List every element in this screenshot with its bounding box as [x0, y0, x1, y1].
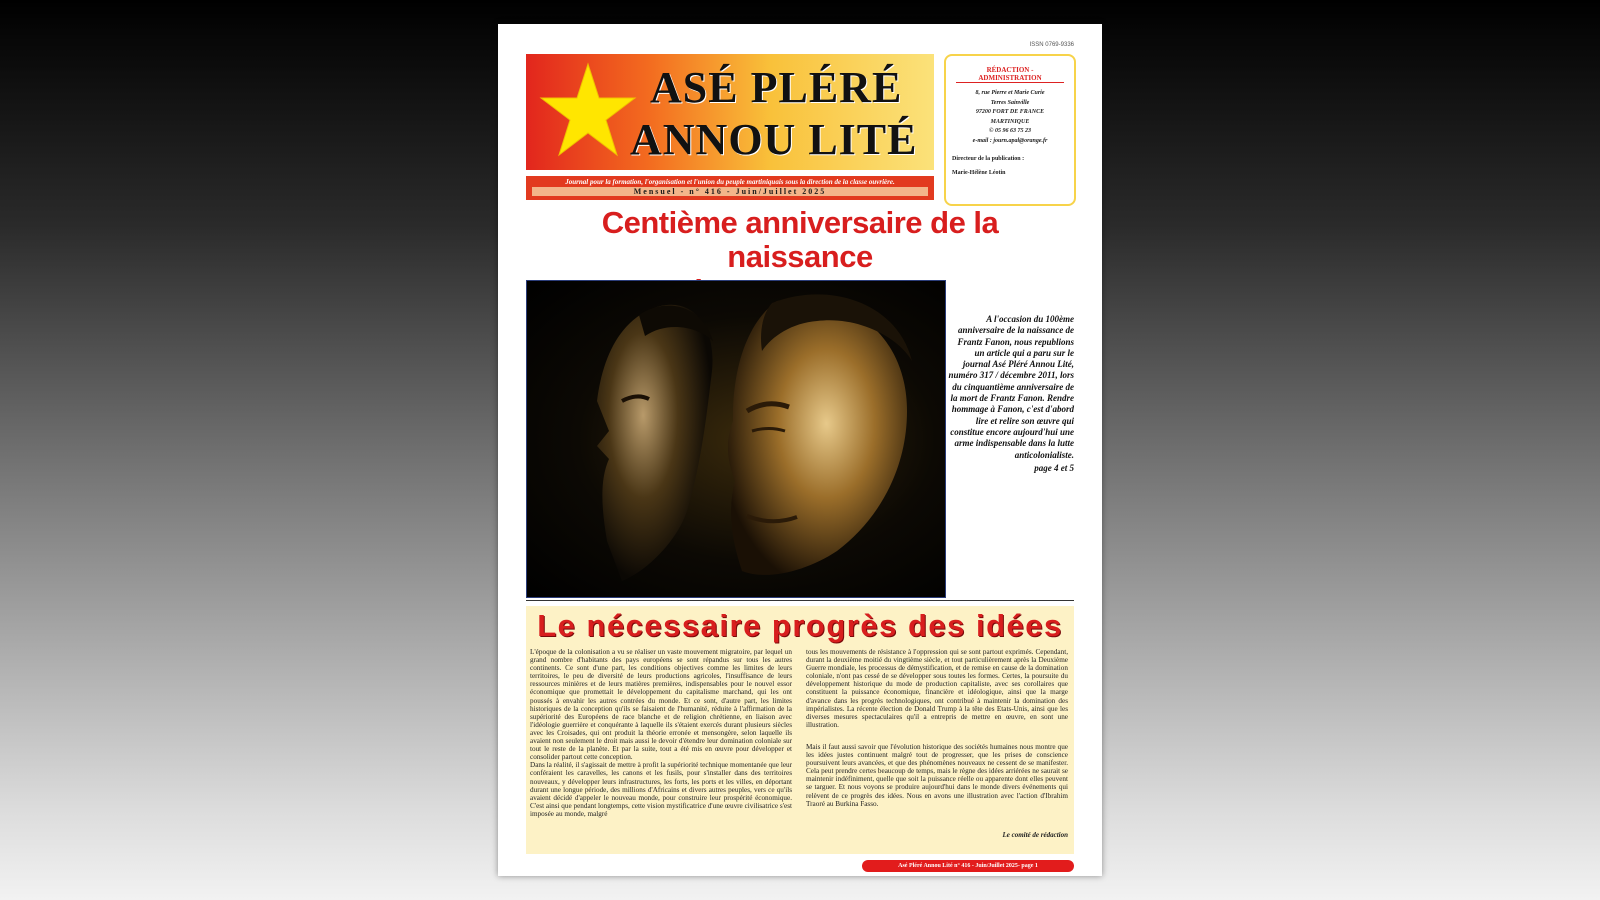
redaction-address [946, 89, 1074, 146]
page-footer: Asé Pléré Annou Lité n° 416 - Juin/Juillet 2025- page 1 [862, 860, 1074, 872]
address-line: MARTINIQUE [990, 118, 1030, 125]
masthead-subtitle-bar [526, 176, 934, 200]
masthead-tagline: Journal pour la formation, l'organisation et l'union du peuple martiniquais sous la direction de la classe ouvrière. [565, 178, 895, 186]
address-line: 8, rue Pierre et Marie Curie [975, 90, 1045, 96]
portrait-illustration [527, 281, 945, 597]
article-title: Le nécessaire progrès des idées [537, 608, 1063, 643]
phone-line: © 05 96 63 75 23 [989, 128, 1031, 134]
article-paragraph: Dans la réalité, il s'agissait de mettre à profit la supériorité technique momentanée que leur conféraient les caravelles, les canons et les fusils, pour s'installer dans des territoires nouveaux, y développer leurs infrastructures, les forts, les ports et les villes, en déportant durant une longue période, des millions d'Africains et divers autres peuples, vers ce qu'ils avaient décidé d'appeler le nouveau monde, pour construire leur prospérité économique. C'est ainsi que pendant longtemps, cette vision mystificatrice d'une œuvre civilisatrice s'est imposée au monde, malgré [530, 761, 792, 818]
star-icon [538, 60, 638, 160]
article-paragraph: L'époque de la colonisation a vu se réaliser un vaste mouvement migratoire, par lequel un grand nombre d'habitants des pays européens se sont répandus sur tous les autres continents. Ce sont d'une part, les conditions objectives comme les limites de leurs territoires, le peu de diversité de leurs productions agricoles, l'insuffisance de leurs ressources minières et de leurs matières premières, indispensables pour le nouvel essor économique que promettait le développement du capitalisme marchand, qui les ont poussés à envahir les autres contrées du monde. Et ce sont, d'autre part, les limites historiques de la conception qu'ils se faisaient de l'humanité, réduite à l'affirmation de la supériorité des Européens de race blanche et de religion chrétienne, en liaison avec l'idéologie guerrière et conquérante à laquelle ils s'étaient exercés durant plusieurs siècles avec les Croisades, qui ont produit la théorie erronée et mensongère, selon laquelle ils avaient non seulement le droit mais aussi le devoir d'étendre leur domination coloniale sur tout le reste de la planète. Et par la suite, tout a été mis en œuvre pour développer et consolider partout cette conception. [530, 648, 792, 762]
newspaper-front-page [498, 24, 1102, 876]
caption-text: A l'occasion du 100ème anniversaire de la naissance de Frantz Fanon, nous republions un article qui a paru sur le journal Asé Pléré Annou Lité, numéro 317 / décembre 2011, lors du cinquantième anniversaire de la mort de Frantz Fanon. Rendre hommage à Fanon, c'est d'abord lire et relire son œuvre qui constitue encore aujourd'hui une arme indispensable dans la lutte anticolonialiste. [948, 314, 1074, 460]
photo-caption [946, 314, 1074, 474]
article-signature: Le comité de rédaction [1002, 831, 1068, 839]
director-name: Marie-Hélène Léotin [952, 170, 1006, 176]
article-column-2 [806, 648, 1068, 808]
article-paragraph: Mais il faut aussi savoir que l'évolution historique des sociétés humaines nous montre que les idées justes continuent malgré tout de progresser, que les prises de conscience poursuivent leurs avancées, et que des phénomènes nouveaux ne cessent de se manifester. Cela peut prendre certes beaucoup de temps, mais le règne des idées arriérées ne saurait se maintenir indéfiniment, quelle que soit la puissance réelle ou apparente dont elles peuvent se targuer. Et nous voyons se produire aujourd'hui dans le monde divers événements qui relèvent de ce progrès des idées. Nous en avons une illustration avec l'action d'Ibrahim Traoré au Burkina Fasso. [806, 742, 1068, 808]
section-divider [526, 600, 1074, 601]
issn: ISSN 0769-9336 [1029, 42, 1074, 48]
redaction-box [944, 54, 1076, 206]
director-label: Directeur de la publication : [952, 156, 1025, 162]
issue-info: Mensuel - n° 416 - Juin/Juillet 2025 [532, 187, 928, 196]
masthead-title-line1: ASÉ PLÉRÉ [650, 63, 903, 112]
article-paragraph: tous les mouvements de résistance à l'oppression qui se sont partout exprimés. Cependant, durant la deuxième moitié du vingtième siècle, et tout particulièrement après la Deuxième Guerre mondiale, les processus de démystification, et de remise en cause de la domination coloniale, n'ont pas cessé de se développer sous toutes les formes. Certes, la poursuite du développement historique du mode de production capitaliste, avec ses corollaires que constituent la puissance économique, financière et idéologique, ainsi que la marge d'avance dans les progrès technologiques, ont contribué à maintenir la domination des impérialistes. La récente élection de Donald Trump à la tête des Etats-Unis, ainsi que les diverses mesures spectaculaires qu'il a entrepris de mettre en œuvre, en sont une illustration. [806, 648, 1068, 729]
article-column-1 [530, 648, 792, 818]
portrait-photo [526, 280, 946, 598]
headline-line1: Centième anniversaire de la naissance [601, 205, 999, 274]
caption-page-ref: page 4 et 5 [1034, 462, 1074, 473]
masthead-title-line2: ANNOU LITÉ [630, 115, 918, 164]
email-line: e-mail : journ.apal@orange.fr [972, 137, 1048, 144]
address-line: 97200 FORT DE FRANCE [975, 109, 1045, 115]
masthead [526, 54, 934, 170]
address-line: Terres Sainville [990, 99, 1030, 106]
editorial-article [526, 606, 1074, 854]
redaction-heading: RÉDACTION - ADMINISTRATION [956, 66, 1064, 83]
